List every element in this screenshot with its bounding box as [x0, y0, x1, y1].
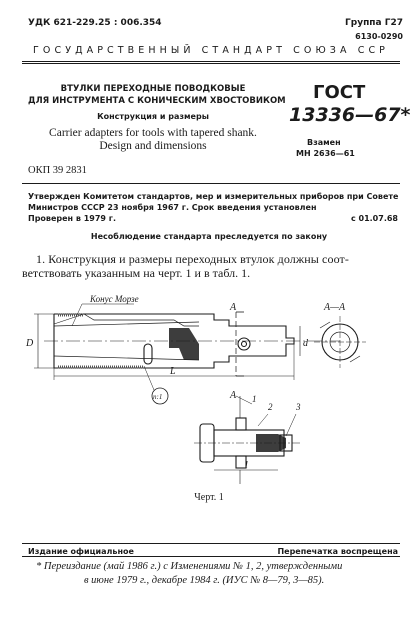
- gost-label: ГОСТ: [313, 82, 366, 103]
- dim-d-label: d: [303, 338, 308, 349]
- hatched-insert: [256, 434, 286, 452]
- approval-line-2: Министров СССР 23 ноября 1967 г. Срок введения установлен: [28, 203, 317, 212]
- part-number-1: 1: [252, 394, 257, 404]
- product-code: 6130-0290: [355, 32, 403, 41]
- state-standard-heading: ГОСУДАРСТВЕННЫЙ СТАНДАРТ СОЮЗА ССР: [32, 45, 390, 56]
- sleeve-side-view: [34, 304, 340, 404]
- effective-date: с 01.07.68: [350, 214, 398, 223]
- english-title-line-1: Carrier adapters for tools with tapered shank.: [49, 127, 257, 139]
- okp-code: ОКП 39 2831: [28, 165, 87, 176]
- figure-caption: Черт. 1: [194, 492, 224, 503]
- dim-L-label: L: [170, 366, 176, 377]
- english-title-line-2: Design and dimensions: [99, 140, 207, 152]
- replaced-value: МН 2636—61: [296, 149, 355, 158]
- approval-line-3: Проверен в 1979 г.: [28, 214, 116, 223]
- part-number-2: 2: [268, 402, 273, 412]
- slot: [144, 344, 152, 364]
- group-code: Группа Г27: [345, 18, 403, 28]
- top-rule-double: [22, 63, 400, 64]
- driving-tang-pocket: [169, 328, 199, 360]
- approval-line-1: Утвержден Комитетом стандартов, мер и измерительных приборов при Совете: [28, 192, 399, 201]
- udk-code: УДК 621-229.25 : 006.354: [28, 18, 162, 28]
- mid-rule: [22, 183, 400, 184]
- title-line-1: ВТУЛКИ ПЕРЕХОДНЫЕ ПОВОДКОВЫЕ: [60, 84, 246, 94]
- paragraph-line-1: 1. Конструкция и размеры переходных втулок должны соот-: [36, 252, 349, 266]
- gost-number: 13336—67*: [289, 104, 411, 126]
- section-view: [314, 316, 366, 368]
- official-edition-label: Издание официальное: [28, 547, 134, 556]
- paragraph-line-2: ветствовать указанным на черт. 1 и в табл. 1.: [22, 266, 251, 280]
- top-rule: [22, 61, 400, 62]
- dim-D-label: D: [26, 338, 34, 349]
- reprint-prohibited-label: Перепечатка воспрещена: [277, 547, 398, 556]
- section-a-label: А: [230, 302, 237, 313]
- reissue-note-line-1: * Переиздание (май 1986 г.) с Изменениями № 1, 2, утвержденными: [36, 561, 343, 572]
- reissue-note-line-2: в июне 1979 г., декабре 1984 г. (ИУС № 8—79, 3—85).: [84, 575, 325, 586]
- legal-warning: Несоблюдение стандарта преследуется по закону: [90, 232, 328, 241]
- section-aa-label: А—А: [324, 302, 346, 313]
- dim-l-label: l: [245, 460, 248, 471]
- pin-hole: [238, 338, 250, 350]
- title-line-2: ДЛЯ ИНСТРУМЕНТА С КОНИЧЕСКИМ ХВОСТОВИКОМ: [28, 96, 286, 106]
- footer-rule-2: [22, 556, 400, 557]
- subtitle: Конструкция и размеры: [97, 112, 209, 121]
- callout-label: n:1: [153, 393, 163, 401]
- pin-top: [236, 418, 246, 430]
- part-number-3: 3: [296, 402, 301, 412]
- cone-label: Конус Морзе: [90, 294, 139, 304]
- technical-drawing: [24, 286, 404, 490]
- section-a-label-bottom: А: [230, 390, 237, 401]
- footer-rule: [22, 543, 400, 544]
- replaced-label: Взамен: [307, 138, 341, 147]
